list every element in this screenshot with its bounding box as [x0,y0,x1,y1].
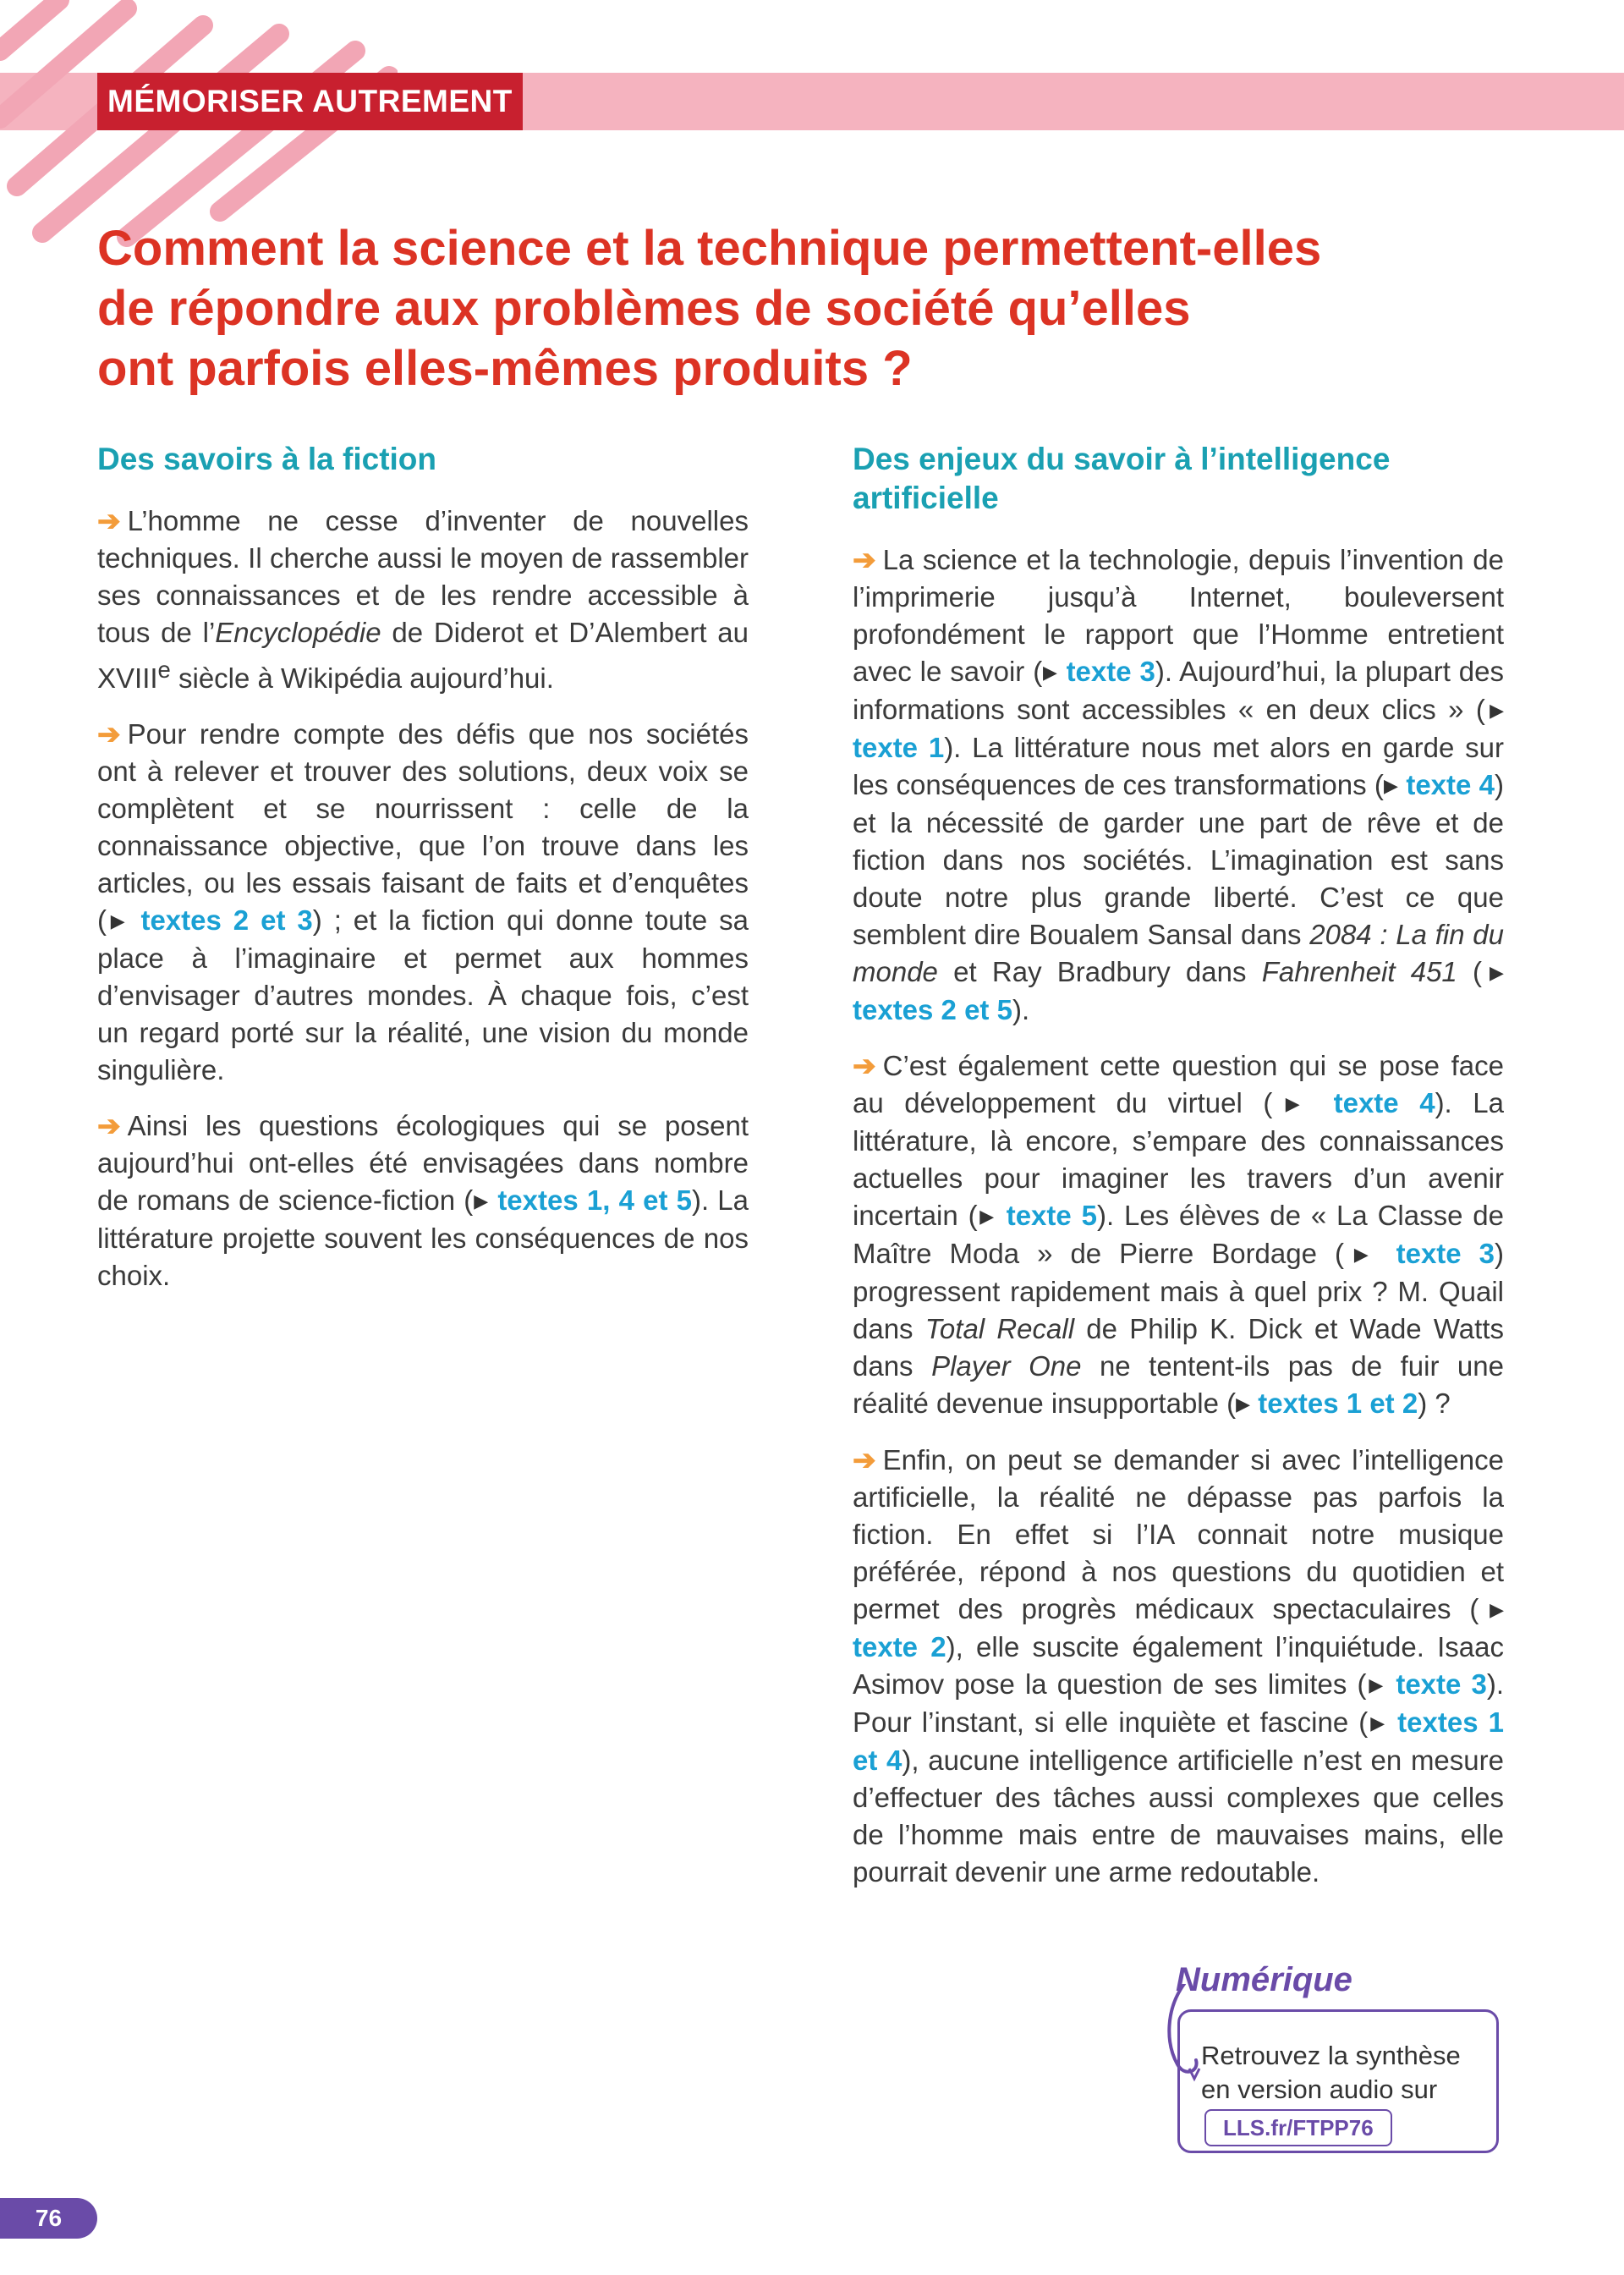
right-paragraph-1: ➔ La science et la technologie, depuis l’invention de l’imprimerie jusqu’à Internet, bouleversent profondément le rapport que l’Homme entretient avec le savoir (▶ texte 3). Aujourd’hui, la plupart des informations sont accessibles « en deux clics » (▶ texte 1). La littérature nous met alors en garde sur les conséquences de ces transformations (▶ texte 4) et la nécessité de garder une part de rêve et de fiction dans nos sociétés. L’imagination est sans doute notre plus grande liberté. C’est ce que semblent dire Boualem Sansal dans 2084 : La fin du monde et Ray Bradbury dans Fahrenheit 451 (▶ textes 2 et 5). [853,544,1505,1025]
left-paragraph-3: ➔ Ainsi les questions écologiques qui se posent aujourd’hui ont-elles été envisagées dans nombre de romans de science-fiction (▶ textes 1, 4 et 5). La littérature projette souvent les conséquences de nos choix. [97,1110,749,1291]
right-arrow-icon: ➔ [97,505,121,536]
page-number: 76 [0,2198,97,2239]
right-arrow-icon: ➔ [853,1444,876,1475]
left-heading: Des savoirs à la fiction [97,442,437,476]
left-paragraph-1: ➔ L’homme ne cesse d’inventer de nouvelles techniques. Il cherche aussi le moyen de rassembler ses connaissances et de les rendre accessible à tous de l’Encyclopédie de Diderot et D’Alembert au XVIIIe siècle à Wikipédia aujourd’hui. [97,505,749,694]
right-arrow-icon: ➔ [97,1110,121,1141]
text-reference-link[interactable]: texte 4 [1333,1087,1435,1118]
section-tag: MÉMORISER AUTREMENT [97,73,523,130]
text-reference-link[interactable]: texte 3 [1396,1238,1495,1269]
play-triangle-icon: ▶ [1479,1599,1505,1620]
left-column [97,440,749,1313]
text-reference-link[interactable]: textes 1 et 2 [1258,1388,1418,1419]
title-line-3: ont parfois elles-mêmes produits ? [97,341,913,396]
page-title [97,218,1417,398]
text-reference-link[interactable]: textes 2 et 5 [853,994,1012,1025]
right-heading: Des enjeux du savoir à l’intelligence artificielle [853,442,1391,515]
digital-title: Numérique [1176,1961,1352,1998]
play-triangle-icon: ▶ [1272,1093,1314,1114]
title-line-1: Comment la science et la technique permettent-elles [97,221,1322,276]
digital-description: Retrouvez la synthèse en version audio sur [1201,2041,1461,2104]
right-column [853,440,1504,1910]
play-triangle-icon: ▶ [1343,1244,1379,1265]
right-arrow-icon: ➔ [97,718,121,750]
text-reference-link[interactable]: texte 2 [853,1631,946,1662]
text-reference-link[interactable]: texte 5 [1006,1200,1097,1231]
digital-resource-box [1159,1959,1514,2153]
play-triangle-icon: ▶ [977,1206,996,1227]
text-reference-link[interactable]: textes 2 et 3 [140,904,313,936]
right-arrow-icon: ➔ [853,1050,876,1081]
play-triangle-icon: ▶ [1484,700,1504,721]
play-triangle-icon: ▶ [1368,1712,1388,1734]
text-reference-link[interactable]: textes 1 et 4 [853,1706,1505,1776]
left-paragraph-2: ➔ Pour rendre compte des défis que nos sociétés ont à relever et trouver des solutions, deux voix se complètent et se nourrissent : celle de la connaissance objective, que l’on trouve dans les articles, ou les essais faisant de faits et d’enquêtes (▶ textes 2 et 3) ; et la fiction qui donne toute sa place à l’imaginaire et permet aux hommes d’envisager d’autres mondes. À chaque fois, c’est un regard porté sur la réalité, une vision du monde singulière. [97,718,749,1085]
text-reference-link[interactable]: texte 1 [853,732,945,763]
right-paragraph-3: ➔ Enfin, on peut se demander si avec l’intelligence artificielle, la réalité ne dépasse pas parfois la fiction. En effet si l’IA connait notre musique préférée, répond à nos questions du quotidien et permet des progrès médicaux spectaculaires (▶ texte 2), elle suscite également l’inquiétude. Isaac Asimov pose la question de ses limites (▶ texte 3). Pour l’instant, si elle inquiète et fascine (▶ textes 1 et 4), aucune intelligence artificielle n’est en mesure d’effectuer des tâches aussi complexes que celles de l’homme mais entre de mauvaises mains, elle pourrait devenir une arme redoutable. [853,1444,1505,1888]
play-triangle-icon: ▶ [107,910,129,931]
text-reference-link[interactable]: texte 3 [1066,656,1155,687]
play-triangle-icon: ▶ [1383,775,1399,796]
text-reference-link[interactable]: texte 3 [1396,1668,1487,1700]
play-triangle-icon: ▶ [1366,1674,1386,1695]
play-triangle-icon: ▶ [1482,962,1504,983]
right-paragraph-2: ➔ C’est également cette question qui se pose face au développement du virtuel (▶ texte 4). La littérature, là encore, s’empare des connaissances actuelles pour imaginer les travers d’un avenir incertain (▶ texte 5). Les élèves de « La Classe de Maître Moda » de Pierre Bordage (▶ texte 3) progressent rapidement mais à quel prix ? M. Quail dans Total Recall de Philip K. Dick et Wade Watts dans Player One ne tentent-ils pas de fuir une réalité devenue insupportable (▶ textes 1 et 2) ? [853,1050,1505,1419]
right-arrow-icon: ➔ [853,544,876,575]
play-triangle-icon: ▶ [1042,662,1058,683]
play-triangle-icon: ▶ [1236,1393,1251,1415]
play-triangle-icon: ▶ [473,1190,490,1212]
text-reference-link[interactable]: texte 4 [1406,769,1495,800]
text-reference-link[interactable]: textes 1, 4 et 5 [497,1184,692,1216]
audio-link-button[interactable]: LLS.fr/FTPP76 [1204,2109,1392,2146]
title-line-2: de répondre aux problèmes de société qu’elles [97,281,1191,336]
